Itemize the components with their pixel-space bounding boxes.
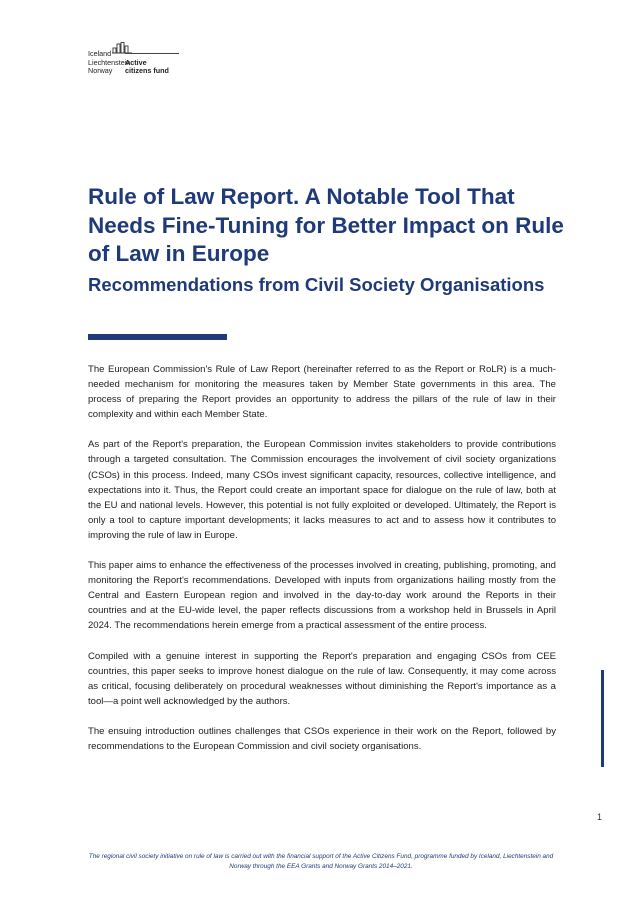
paragraph: As part of the Report's preparation, the European Commission invites stakeholders to provide contributions through a targeted consultation. The Commission encourages the involvement of civil society organizations (CSOs) in this process. Indeed, many CSOs invest significant capacity, resources, collective intelligence, and expectations into it. Thus, the Report could create an important space for dialogue on the rule of law, both at the EU and national levels. However, this potential is not fully exploited or developed. Ultimately, the Report is only a tool to capture important developments; it lacks measures to act and to assess how it contributes to improving the rule of law in Europe. bbox=[88, 439, 556, 541]
logo-country: Liechtenstein bbox=[88, 57, 131, 67]
title-underline-bar bbox=[88, 334, 227, 340]
logo-divider bbox=[125, 53, 179, 54]
logo-country: Norway bbox=[88, 66, 113, 76]
paragraph: This paper aims to enhance the effectiveness of the processes involved in creating, publishing, promoting, and monitoring the Report's recommendations. Developed with inputs from organizations hailing mostly from the Central and Eastern European region and involved in the day-to-day work around the Reports in their countries and at the EU-wide level, the paper reflects discussions from a workshop held in Brussels in April 2024. The recommendations herein emerge from a practical assessment of the entire process. bbox=[88, 560, 556, 632]
document-subtitle: Recommendations from Civil Society Organisations bbox=[88, 274, 545, 295]
side-accent-bar bbox=[601, 670, 604, 767]
logo-fund-line: citizens fund bbox=[125, 66, 169, 76]
body-text bbox=[88, 362, 556, 769]
active-citizens-fund-logo bbox=[88, 42, 188, 82]
logo-fund-line: Active bbox=[125, 57, 147, 67]
logo-country: Iceland bbox=[88, 49, 112, 58]
logo-fund-name bbox=[125, 59, 169, 76]
funding-footer: The regional civil society initiative on rule of law is carried out with the financial support of the Active Citizens Fund, programme funded by Iceland, Liechtenstein and Norway through the EEA Grants and Norway Grants 2014–2021. bbox=[88, 853, 554, 871]
page-number: 1 bbox=[597, 812, 603, 822]
logo-countries bbox=[88, 50, 130, 76]
document-title: Rule of Law Report. A Notable Tool That Needs Fine-Tuning for Better Impact on Rule of Law in Europe bbox=[88, 184, 564, 267]
paragraph: Compiled with a genuine interest in supporting the Report's preparation and engaging CSOs from CEE countries, this paper seeks to improve honest dialogue on the rule of law. Consequently, it may come across as critical, focusing deliberately on procedural weaknesses without diminishing the Report's importance as a tool—a point well acknowledged by the authors. bbox=[88, 650, 556, 707]
paragraph: The European Commission's Rule of Law Report (hereinafter referred to as the Report or RoLR) is a much-needed mechanism for monitoring the measures taken by Member State governments in this area. The process of preparing the Report provides an opportunity to address the pillars of the rule of law in their complexity and within each Member State. bbox=[88, 364, 556, 421]
paragraph: The ensuing introduction outlines challenges that CSOs experience in their work on the Report, followed by recommendations to the European Commission and civil society organisations. bbox=[88, 725, 556, 752]
